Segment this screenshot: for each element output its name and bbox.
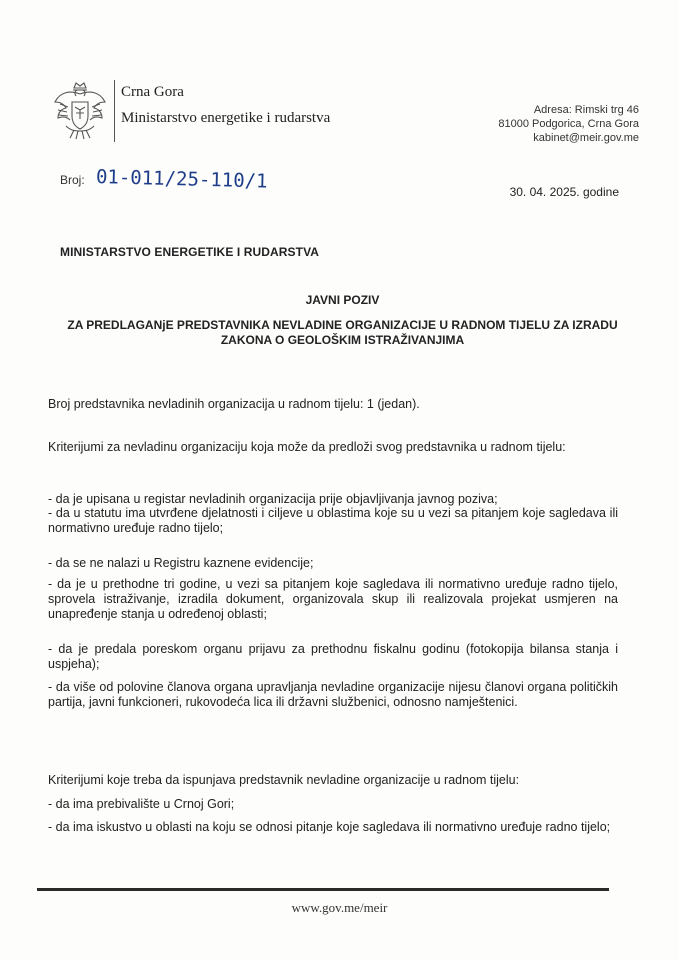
address-line: Adresa: Rimski trg 46 xyxy=(533,104,639,116)
address-block xyxy=(439,103,639,145)
email-line: kabinet@meir.gov.me xyxy=(533,132,639,144)
representative-count: Broj predstavnika nevladinih organizacija u radnom tijelu: 1 (jedan). xyxy=(48,397,420,411)
rep-criterion-item: - da ima iskustvo u oblasti na koju se odnosi pitanje koje sagledava ili normativno uređuje radno tijelo; xyxy=(48,820,611,834)
org-criterion-item: - da je u prethodne tri godine, u vezi sa pitanjem koje sagledava ili normativno uređuje radno tijelo, sprovela istraživanje, izradila dokument, organizovala skup ili realizovala projekat usmjeren na unapređenje stanja u određenoj oblasti; xyxy=(48,577,618,621)
document-subtitle: ZA PREDLAGANjE PREDSTAVNIKA NEVLADINE ORGANIZACIJE U RADNOM TIJELU ZA IZRADU ZAKONA O GEOLOŠKIM ISTRAŽIVANJIMA xyxy=(67,318,618,347)
footer-url: www.gov.me/meir xyxy=(291,900,388,915)
reference-number-handwritten: 01-011/25-110/1 xyxy=(95,166,268,193)
org-criterion-item: - da je upisana u registar nevladinih organizacija prije objavljivanja javnog poziva; xyxy=(48,492,498,506)
org-criterion-item: - da više od polovine članova organa upravljanja nevladine organizacije nijesu članovi organa političkih partija, javni funkcioneri, rukovodeća lica ili državni službenici, odnosno namještenici. xyxy=(48,680,618,709)
footer-divider xyxy=(37,888,609,891)
country-name: Crna Gora xyxy=(121,84,184,100)
rep-criteria-intro: Kriterijumi koje treba da ispunjava predstavnik nevladine organizacije u radnom tijelu: xyxy=(48,773,520,787)
header-divider xyxy=(114,80,115,142)
document-date: 30. 04. 2025. godine xyxy=(509,185,619,199)
org-criterion-item: - da je predala poreskom organu prijavu za prethodnu fiskalnu godinu (fotokopija bilansa stanja i uspjeha); xyxy=(48,642,618,671)
reference-label: Broj: xyxy=(60,173,85,187)
org-criterion-item: - da se ne nalazi u Registru kaznene evidencije; xyxy=(48,556,314,570)
document-title: JAVNI POZIV xyxy=(305,293,380,307)
issuer-heading: MINISTARSTVO ENERGETIKE I RUDARSTVA xyxy=(60,245,320,259)
org-criterion-item: - da u statutu ima utvrđene djelatnosti i ciljeve u oblastima koje su u vezi sa pitanjem koje sagledava ili normativno uređuje radno tijelo; xyxy=(48,506,618,535)
coat-of-arms-icon xyxy=(52,80,108,142)
ministry-name: Ministarstvo energetike i rudarstva xyxy=(121,110,331,126)
org-criteria-intro: Kriterijumi za nevladinu organizaciju koja može da predloži svog predstavnika u radnom tijelu: xyxy=(48,440,566,454)
address-line: 81000 Podgorica, Crna Gora xyxy=(498,118,639,130)
rep-criterion-item: - da ima prebivalište u Crnoj Gori; xyxy=(48,797,235,811)
